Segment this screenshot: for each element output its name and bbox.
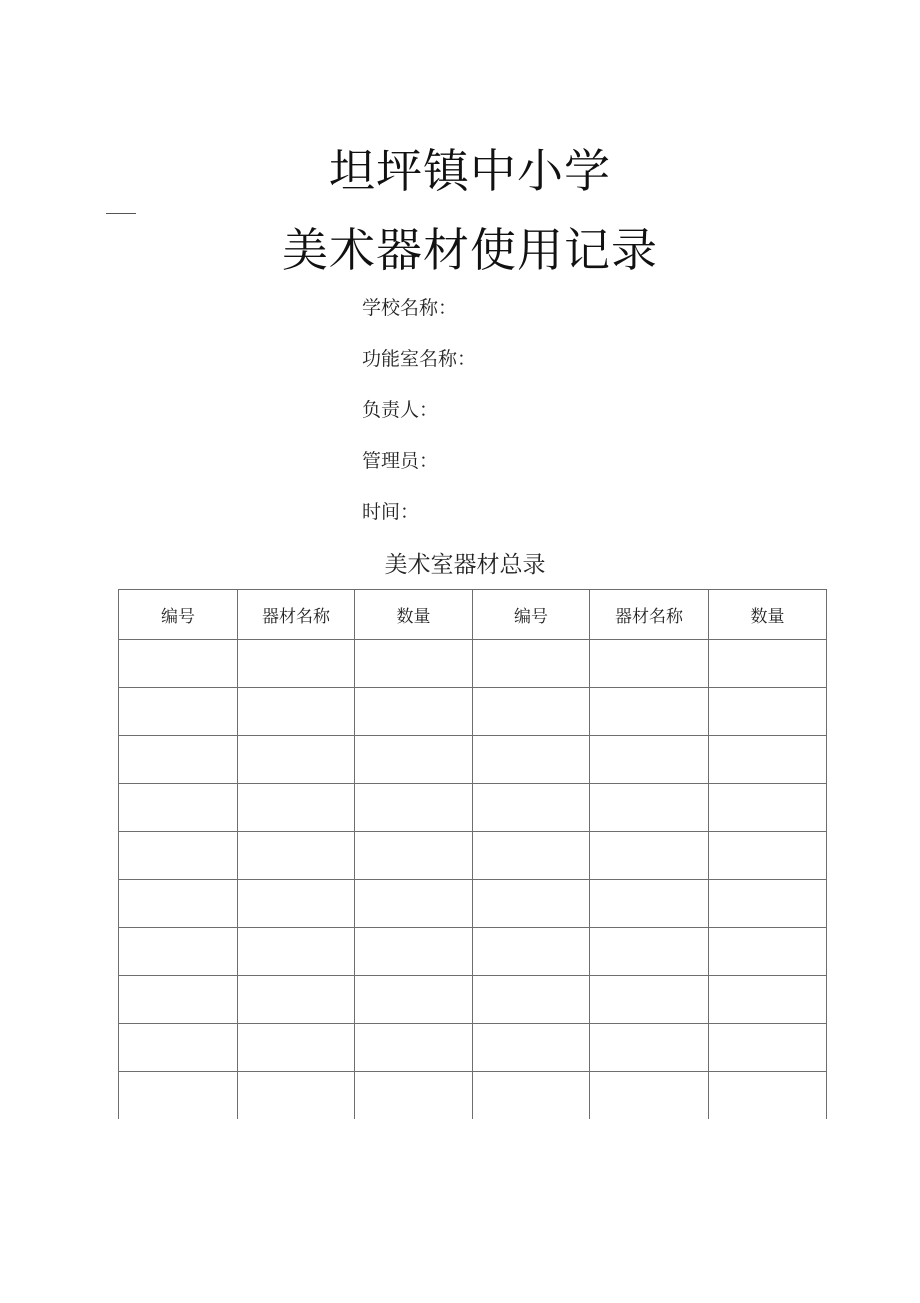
table-cell[interactable] xyxy=(119,736,238,784)
table-cell[interactable] xyxy=(473,928,590,976)
header-cell-equipment-name: 器材名称 xyxy=(238,590,355,640)
table-row xyxy=(119,928,827,976)
table-cell[interactable] xyxy=(709,1024,827,1072)
table-cell[interactable] xyxy=(473,880,590,928)
table-cell[interactable] xyxy=(590,736,709,784)
table-cell[interactable] xyxy=(473,640,590,688)
table-cell[interactable] xyxy=(590,1024,709,1072)
table-cell[interactable] xyxy=(355,976,473,1024)
table-cell[interactable] xyxy=(709,880,827,928)
table-cell[interactable] xyxy=(590,832,709,880)
table-cell[interactable] xyxy=(238,976,355,1024)
table-cell[interactable] xyxy=(238,928,355,976)
table-row xyxy=(119,784,827,832)
table-cell[interactable] xyxy=(590,928,709,976)
table-cell[interactable] xyxy=(709,688,827,736)
table-cell[interactable] xyxy=(119,688,238,736)
field-room-name: 功能室名称： xyxy=(362,348,477,370)
table-cell[interactable] xyxy=(355,640,473,688)
table-cell[interactable] xyxy=(709,928,827,976)
table-cell[interactable] xyxy=(590,688,709,736)
table-cell[interactable] xyxy=(238,736,355,784)
table-cell[interactable] xyxy=(473,784,590,832)
table-cell[interactable] xyxy=(590,880,709,928)
table-cell[interactable] xyxy=(590,640,709,688)
table-cell[interactable] xyxy=(473,688,590,736)
table-cell[interactable] xyxy=(238,1072,355,1120)
header-cell-equipment-name: 器材名称 xyxy=(590,590,709,640)
table-cell[interactable] xyxy=(355,1072,473,1120)
table-cell[interactable] xyxy=(119,1024,238,1072)
table-cell[interactable] xyxy=(355,784,473,832)
table-cell[interactable] xyxy=(473,832,590,880)
table-cell[interactable] xyxy=(238,640,355,688)
header-cell-number: 编号 xyxy=(473,590,590,640)
field-school-name: 学校名称： xyxy=(362,297,458,319)
table-cell[interactable] xyxy=(590,976,709,1024)
table-cell[interactable] xyxy=(473,1024,590,1072)
table-cell[interactable] xyxy=(709,832,827,880)
table-cell[interactable] xyxy=(709,736,827,784)
table-cell[interactable] xyxy=(355,1024,473,1072)
table-row xyxy=(119,1072,827,1120)
table-cell[interactable] xyxy=(709,640,827,688)
table-row xyxy=(119,832,827,880)
table-cell[interactable] xyxy=(709,1072,827,1120)
table-cell[interactable] xyxy=(238,688,355,736)
table-row xyxy=(119,640,827,688)
table-cell[interactable] xyxy=(238,832,355,880)
table-cell[interactable] xyxy=(590,784,709,832)
header-cell-quantity: 数量 xyxy=(709,590,827,640)
equipment-inventory-table xyxy=(118,589,827,1119)
table-cell[interactable] xyxy=(473,1072,590,1120)
table-cell[interactable] xyxy=(473,736,590,784)
table-cell[interactable] xyxy=(590,1072,709,1120)
table-cell[interactable] xyxy=(119,976,238,1024)
table-row xyxy=(119,688,827,736)
table-cell[interactable] xyxy=(355,928,473,976)
table-cell[interactable] xyxy=(238,880,355,928)
table-cell[interactable] xyxy=(709,784,827,832)
table-cell[interactable] xyxy=(119,784,238,832)
table-row xyxy=(119,976,827,1024)
table-cell[interactable] xyxy=(238,1024,355,1072)
table-cell[interactable] xyxy=(355,736,473,784)
field-administrator: 管理员： xyxy=(362,450,439,472)
table-title: 美术室器材总录 xyxy=(384,552,546,578)
table-cell[interactable] xyxy=(238,784,355,832)
table-cell[interactable] xyxy=(355,832,473,880)
table-cell[interactable] xyxy=(709,976,827,1024)
table-cell[interactable] xyxy=(119,928,238,976)
table-header-row xyxy=(119,590,827,640)
field-person-in-charge: 负责人： xyxy=(362,399,439,421)
margin-dash-mark xyxy=(106,213,136,214)
table-cell[interactable] xyxy=(473,976,590,1024)
table-cell[interactable] xyxy=(119,1072,238,1120)
table-cell[interactable] xyxy=(119,880,238,928)
table-row xyxy=(119,1024,827,1072)
table-row xyxy=(119,880,827,928)
table-row xyxy=(119,736,827,784)
table-cell[interactable] xyxy=(355,880,473,928)
document-title-line-1: 坦坪镇中小学 xyxy=(329,144,611,198)
field-time: 时间： xyxy=(362,501,420,523)
table-cell[interactable] xyxy=(119,832,238,880)
table-cell[interactable] xyxy=(119,640,238,688)
header-cell-quantity: 数量 xyxy=(355,590,473,640)
header-cell-number: 编号 xyxy=(119,590,238,640)
document-title-line-2: 美术器材使用记录 xyxy=(282,223,658,277)
table-cell[interactable] xyxy=(355,688,473,736)
